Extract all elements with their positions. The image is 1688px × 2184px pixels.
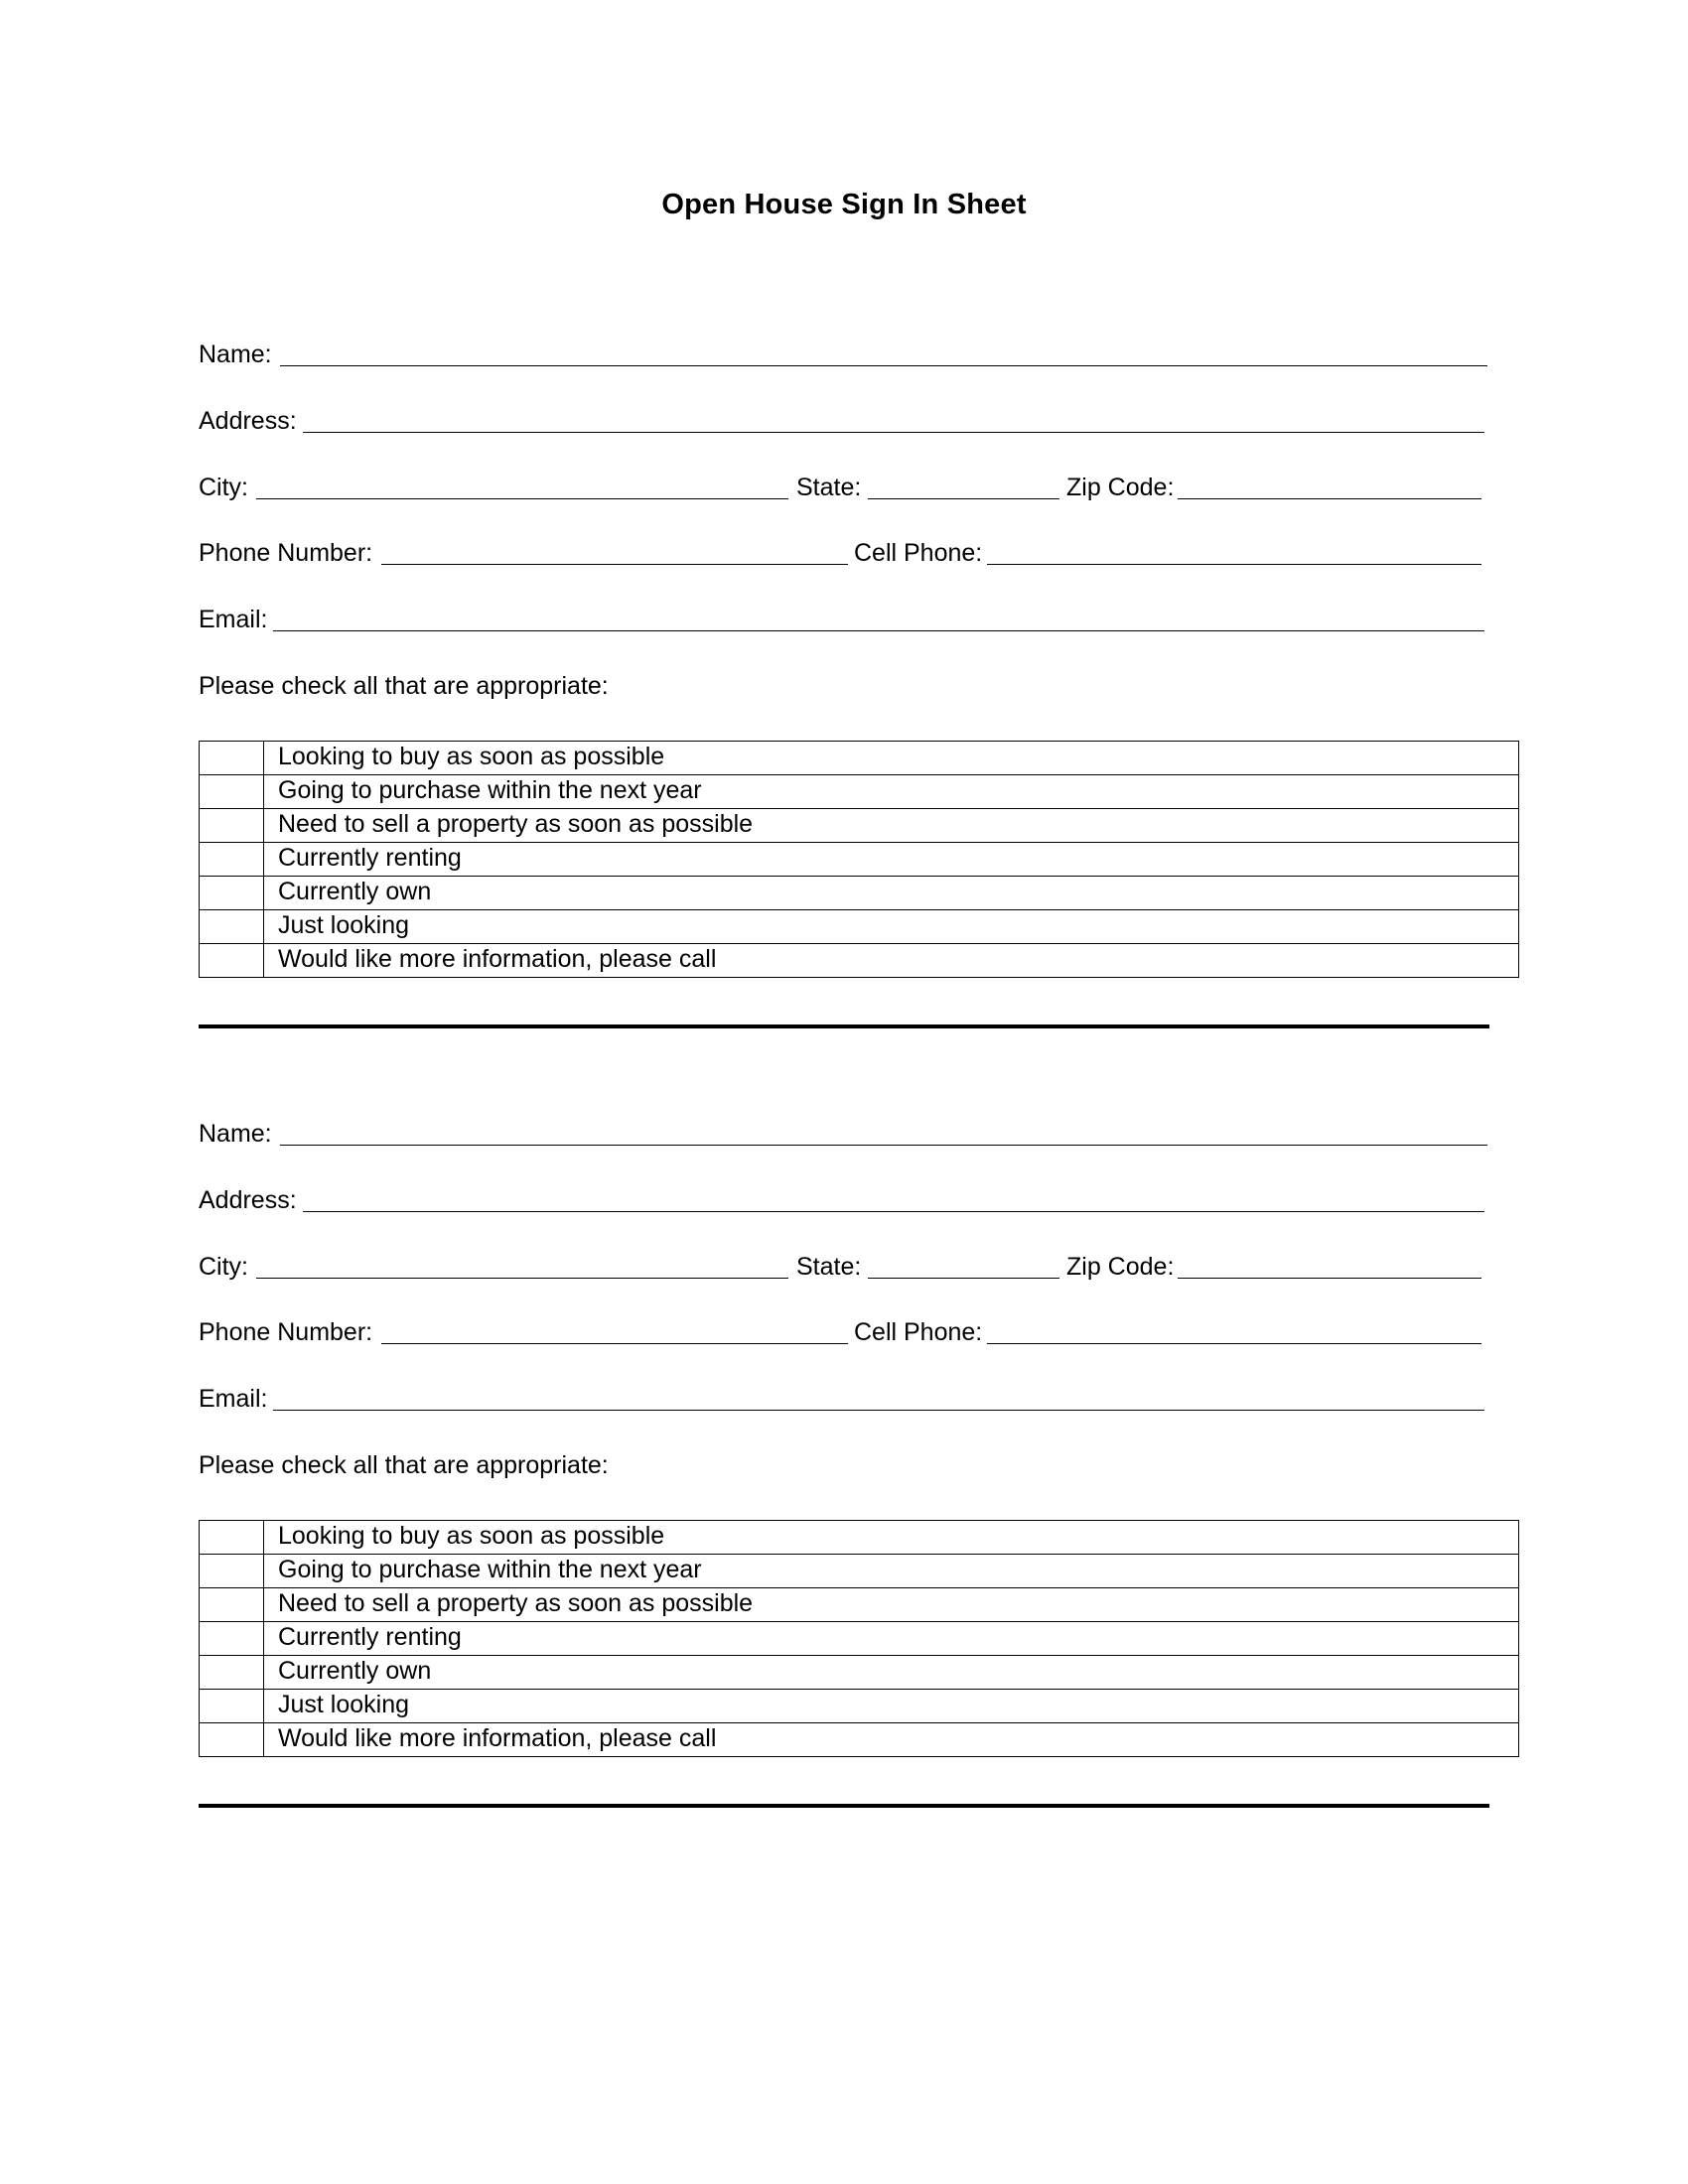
- options-checklist: [199, 1520, 1519, 1757]
- phone-row: [199, 1315, 372, 1349]
- city-row: [199, 471, 248, 504]
- option-label: Currently renting: [264, 1622, 1519, 1656]
- option-label: Just looking: [264, 1690, 1519, 1723]
- check-prompt: Please check all that are appropriate:: [199, 1451, 609, 1479]
- name-label: Name:: [199, 1120, 272, 1148]
- option-row: [200, 742, 1519, 775]
- state-row: [796, 471, 861, 504]
- option-row: [200, 1555, 1519, 1588]
- cell-label: Cell Phone:: [854, 1318, 983, 1346]
- option-checkbox[interactable]: [200, 809, 264, 843]
- option-row: [200, 843, 1519, 877]
- address-row: [199, 1183, 297, 1217]
- option-row: [200, 1588, 1519, 1622]
- option-row: [200, 1521, 1519, 1555]
- option-label: Looking to buy as soon as possible: [264, 1521, 1519, 1555]
- option-checkbox[interactable]: [200, 1622, 264, 1656]
- zip-label: Zip Code:: [1066, 474, 1175, 501]
- city-label: City:: [199, 474, 248, 501]
- phone-label: Phone Number:: [199, 1318, 373, 1346]
- email-row: [199, 1382, 267, 1416]
- option-row: [200, 944, 1519, 978]
- option-checkbox[interactable]: [200, 1588, 264, 1622]
- check-prompt: Please check all that are appropriate:: [199, 672, 609, 700]
- cell-field[interactable]: [987, 1315, 1481, 1344]
- email-field[interactable]: [273, 1382, 1484, 1411]
- option-label: Currently own: [264, 877, 1519, 910]
- cell-row: [854, 536, 982, 570]
- option-checkbox[interactable]: [200, 944, 264, 978]
- name-label: Name:: [199, 341, 272, 368]
- option-label: Just looking: [264, 910, 1519, 944]
- city-row: [199, 1250, 248, 1284]
- state-label: State:: [796, 1253, 862, 1281]
- option-label: Going to purchase within the next year: [264, 775, 1519, 809]
- name-field[interactable]: [280, 1117, 1487, 1146]
- page-title: Open House Sign In Sheet: [661, 189, 1027, 220]
- option-checkbox[interactable]: [200, 910, 264, 944]
- option-checkbox[interactable]: [200, 877, 264, 910]
- option-checkbox[interactable]: [200, 843, 264, 877]
- option-label: Would like more information, please call: [264, 944, 1519, 978]
- city-field[interactable]: [256, 471, 788, 499]
- sign-in-entry-1: [199, 338, 1519, 1032]
- zip-row: [1066, 1250, 1174, 1284]
- email-row: [199, 603, 267, 636]
- option-checkbox[interactable]: [200, 1521, 264, 1555]
- option-checkbox[interactable]: [200, 1690, 264, 1723]
- option-row: [200, 1656, 1519, 1690]
- phone-row: [199, 536, 372, 570]
- option-label: Need to sell a property as soon as possible: [264, 809, 1519, 843]
- state-label: State:: [796, 474, 862, 501]
- address-row: [199, 404, 297, 438]
- email-label: Email:: [199, 606, 268, 633]
- option-row: [200, 877, 1519, 910]
- zip-field[interactable]: [1178, 1250, 1481, 1279]
- state-row: [796, 1250, 861, 1284]
- email-field[interactable]: [273, 603, 1484, 631]
- option-label: Currently renting: [264, 843, 1519, 877]
- option-checkbox[interactable]: [200, 1656, 264, 1690]
- option-checkbox[interactable]: [200, 742, 264, 775]
- option-checkbox[interactable]: [200, 1555, 264, 1588]
- option-checkbox[interactable]: [200, 1723, 264, 1757]
- cell-field[interactable]: [987, 536, 1481, 565]
- option-label: Going to purchase within the next year: [264, 1555, 1519, 1588]
- address-field[interactable]: [303, 1183, 1484, 1212]
- phone-field[interactable]: [381, 536, 848, 565]
- address-field[interactable]: [303, 404, 1484, 433]
- sign-in-entry-2: [199, 1117, 1519, 1812]
- option-row: [200, 1723, 1519, 1757]
- state-field[interactable]: [868, 1250, 1059, 1279]
- zip-row: [1066, 471, 1174, 504]
- option-label: Would like more information, please call: [264, 1723, 1519, 1757]
- option-label: Looking to buy as soon as possible: [264, 742, 1519, 775]
- option-row: [200, 775, 1519, 809]
- state-field[interactable]: [868, 471, 1059, 499]
- name-row: [199, 1117, 272, 1151]
- cell-row: [854, 1315, 982, 1349]
- city-field[interactable]: [256, 1250, 788, 1279]
- cell-label: Cell Phone:: [854, 539, 983, 567]
- city-label: City:: [199, 1253, 248, 1281]
- zip-field[interactable]: [1178, 471, 1481, 499]
- zip-label: Zip Code:: [1066, 1253, 1175, 1281]
- section-divider: [199, 1024, 1489, 1028]
- options-checklist: [199, 741, 1519, 978]
- address-label: Address:: [199, 407, 297, 435]
- option-row: [200, 910, 1519, 944]
- option-label: Need to sell a property as soon as possible: [264, 1588, 1519, 1622]
- section-divider: [199, 1804, 1489, 1808]
- option-row: [200, 1690, 1519, 1723]
- name-field[interactable]: [280, 338, 1487, 366]
- option-row: [200, 1622, 1519, 1656]
- name-row: [199, 338, 272, 371]
- email-label: Email:: [199, 1385, 268, 1413]
- phone-label: Phone Number:: [199, 539, 373, 567]
- option-label: Currently own: [264, 1656, 1519, 1690]
- option-checkbox[interactable]: [200, 775, 264, 809]
- option-row: [200, 809, 1519, 843]
- address-label: Address:: [199, 1186, 297, 1214]
- phone-field[interactable]: [381, 1315, 848, 1344]
